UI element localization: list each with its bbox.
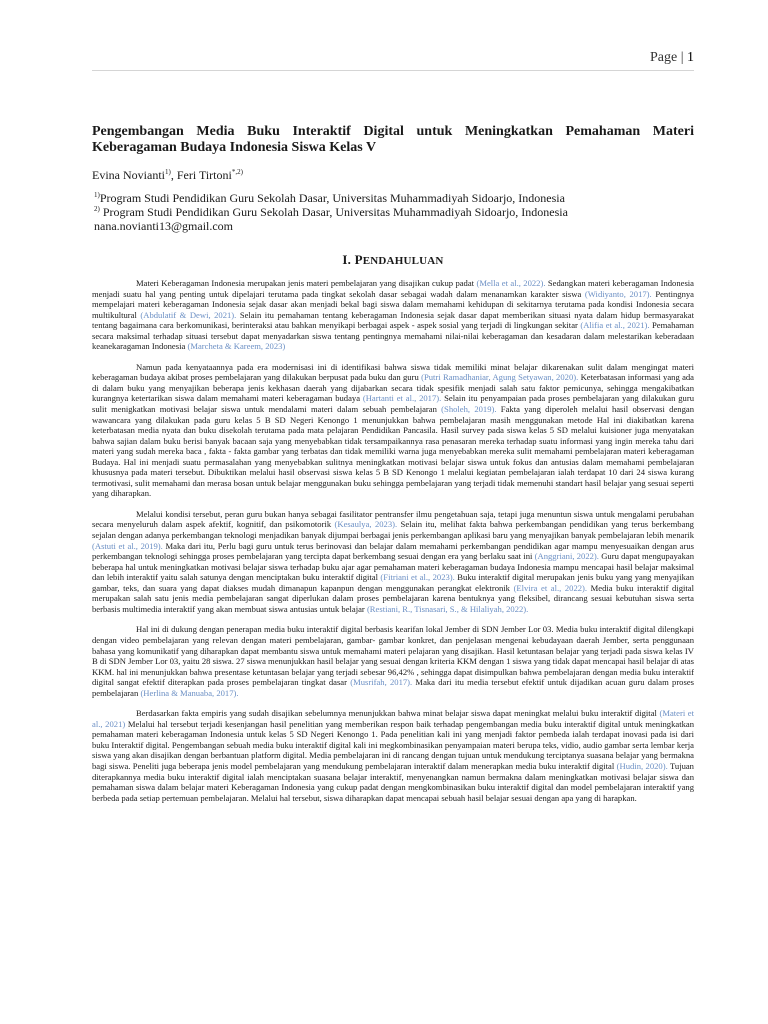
citation: (Herlina & Manuaba, 2017). bbox=[140, 687, 239, 698]
section-number: I. bbox=[342, 252, 352, 267]
header-divider bbox=[92, 70, 694, 71]
page-number: 1 bbox=[687, 50, 694, 65]
paragraph-text: Guru dapat mengupayakan beberapa hal untuk meningkatkan motivasi belajar siswa terhadap buku ajar agar pemahaman materi keberagaman budaya Indonesia mampu mencapai hasil belajar maksimal dan lebih interaktif yaitu salah satunya dengan menciptakan buku interaktif digital bbox=[92, 551, 694, 583]
paragraph-text: Selain itu, melihat fakta bahwa perkembangan pendidikan yang terus berkembang sejalan dengan adanya perkembangan teknologi menjadikan banyak dijumpai berbagai jenis perkembangan aplikasi baru yang menyajikan banyak pembelajaran lebih menarik bbox=[92, 519, 694, 541]
paragraph-text: Maka dari itu, Perlu bagi guru untuk terus berinovasi dan belajar dalam memahami perkembangan pendidikan agar mampu menyesuaikan dengan arus perkembangan teknologi sehingga proses pembelajaran yang tercipta dapat berkembang sesuai dengan era yang berlaku saat ini bbox=[92, 540, 694, 562]
citation: (Sholeh, 2019). bbox=[441, 404, 497, 415]
citation: (Hudin, 2020). bbox=[616, 760, 668, 771]
introduction-text bbox=[92, 278, 694, 803]
body-paragraph bbox=[92, 708, 694, 803]
citation: (Abdulatif & Dewi, 2021). bbox=[140, 309, 237, 320]
citation: (Marcheta & Kareem, 2023) bbox=[187, 341, 286, 352]
paragraph-text: Sedangkan materi keberagaman Indonesia menjadi suatu hal yang penting untuk dipelajari terutama pada tingkat sekolah dasar sebagai wadah dalam menanamkan karakter siswa bbox=[92, 278, 694, 299]
citation: (Materi et al., 2021) bbox=[92, 708, 695, 729]
article-body bbox=[92, 124, 694, 813]
citation: (Restiani, R., Tisnasari, S., & Hilaliyah, 2022). bbox=[366, 603, 529, 614]
body-paragraph bbox=[92, 278, 694, 352]
author-email: nana.novianti13@gmail.com bbox=[94, 219, 234, 233]
body-paragraph bbox=[92, 362, 694, 499]
affiliations bbox=[92, 191, 694, 233]
citation: (Elvira et al., 2022). bbox=[513, 582, 588, 593]
paragraph-text: Melalui kondisi tersebut, peran guru bukan hanya sebagai fasilitator pentransfer ilmu pengetahuan saja, tetapi juga menuntun siswa untuk mengalami perubahan secara menyeluruh dalam aspek afektif, kognitif, dan psikomotorik bbox=[92, 508, 694, 530]
body-paragraph bbox=[92, 624, 694, 698]
paper-title: Pengembangan Media Buku Interaktif Digital untuk Meningkatkan Pemahaman Materi Keberagaman Budaya Indonesia Siswa Kelas V bbox=[92, 124, 694, 155]
paragraph-text: Media buku interaktif digital merupakan salah satu jenis media pembelajaran sangat diperlukan dalam proses pembelajaran karena bentuknya yang fleksibel, dirancang sesuai kebutuhan siswa serta berbasis multimedia interaktif yang akan membuat siswa antusias untuk belajar bbox=[92, 582, 694, 614]
affiliation-1-marker: 1) bbox=[94, 191, 100, 199]
paragraph-text: Materi Keberagaman Indonesia merupakan jenis materi pembelajaran yang disajikan cukup padat bbox=[136, 278, 477, 288]
paragraph-text: Keterbatasan informasi yang ada di dalam buku yang menyajikan beberapa jenis kekhasan daerah yang dijabarkan secara tidak spesifik menjadi salah satu faktor pemicunya, sehingga mengakibatkan kurangnya ketertarikan siswa dalam memahami materi keberagaman budaya bbox=[92, 372, 694, 404]
page-label: Page bbox=[649, 50, 678, 65]
affiliation-2-text: Program Studi Pendidikan Guru Sekolah Dasar, Universitas Muhammadiyah Sidoarjo, Indonesia bbox=[99, 205, 568, 219]
paragraph-text: Pemahaman secara maksimal terhadap situasi tersebut dapat menyadarkan siswa tentang pentingnya memahami nilai-nilai keberagaman dan kesadaran dalam melestarikan keberadaan keanekaragaman Indonesia bbox=[92, 320, 694, 352]
paragraph-text: Fakta yang diperoleh melalui hasil observasi dengan wawancara yang dilakukan pada guru kelas 5 B SD Negeri Kenongo 1 menunjukkan bahwa pembelajaran masih menggunakan metode Hal ini diakibatkan karena keterbatasan media nyata dan buku disekolah terutama pada mata pelajaran Pendidikan Pancasila. Hasil survey pada siswa kelas 5 SD melalui kuisioner juga menyatakan bahwa sajian dalam buku berisi banyak bacaan saja yang menyebabkan tidak tersampaikannya rasa penasaran mereka terhadap suatu informasi yang ingin mereka tahu dari materi yang sudah mereka baca , fakta - fakta gambar yang terbatas dan tidak memiliki warna juga menyebabkan mereka sulit memahami pembelajaran materi keberagaman Budaya. Hal ini menjadi suatu permasalahan yang menyebabkan sulitnya meningkatkan motivasi belajar siswa untuk fokus dan antusias dalam memahami pembelajaran khususnya pada materi tersebut. Dibuktikan melalui hasil observasi siswa kelas 5 B SD Kenongo 1 melalui kegiatan pembelajaran ialah terdapat 10 dari 24 siswa kurang termotivasi, sulit memahami dan merasa bosan untuk belajar menggunakan buku sehingga pembelajaran yang terjadi tidak memenuhi standart hasil belajar yang sesuai seperti yang diharapkan. bbox=[92, 404, 694, 499]
affiliation-1 bbox=[92, 191, 694, 205]
author-separator: , bbox=[170, 168, 177, 182]
citation: (Anggriani, 2022). bbox=[534, 551, 599, 562]
citation: (Widiyanto, 2017). bbox=[584, 288, 652, 299]
section-title-rest: ENDAHULUAN bbox=[362, 255, 444, 267]
paragraph-text: Selain itu pemahaman tentang keberagaman Indonesia sejak dasar dapat memberikan situasi nyata dalam hidup bermasyarakat tentang bagaimana cara berkomunikasi, berinteraksi atau bahkan menyikapi berbagai aspek - aspek sosial yang terjadi di lingkungan sekitar bbox=[92, 309, 694, 331]
author-2-marker: *,2) bbox=[231, 168, 243, 176]
paragraph-text: Tujuan diterapkannya media buku interaktif digital ialah menciptakan suasana belajar interaktif, menyenangkan namun bermakna dalam meningkatkan motivasi belajar siswa dan pemahaman siswa dalam belajar materi Keberagaman Indonesia yang cukup padat dengan mengkombinasikan buku interaktif digital dan model pembelajaran interaktif yang berbeda pada setiap pertemuan pembelajaran. Melalui hal tersebut, siswa diharapkan dapat mencapai sebuah hasil belajar sesuai dengan apa yang di harapkan. bbox=[92, 760, 694, 803]
page-separator: | bbox=[680, 50, 684, 65]
author-1-name: Evina Novianti bbox=[92, 168, 165, 182]
section-first-letter: P bbox=[354, 252, 363, 267]
author-line bbox=[92, 168, 694, 182]
citation: (Fitriani et al., 2023). bbox=[380, 572, 455, 583]
citation: (Mella et al., 2022). bbox=[476, 278, 546, 288]
citation: (Putri Ramadhaniar, Agung Setyawan, 2020). bbox=[421, 372, 579, 383]
paragraph-text: Selain itu penyampaian pada proses pembelajaran yang dilakukan guru sulit menigkatkan motivasi belajar siswa untuk mendalami materi dalam sebuah pembelajaran bbox=[92, 393, 695, 415]
section-heading bbox=[92, 252, 694, 268]
paragraph-text: Melalui hal tersebut terjadi kesenjangan hasil penelitian yang memberikan respon baik terhadap pengembangan media buku interaktif digital untuk meningkatkan pemahaman materi keberagaman Indonesia untuk kelas 5 SD Negeri Kenongo 1. Pada penelitian kali ini yang menjadi faktor pembeda ialah terdapat inovasi pada isi dari buku Interaktif digital. Pengembangan sebuah media buku interaktif digital kali ini megkombinasikan penyampaian materi berupa teks, vidio, audio gambar serta lembar kerja siswa yang akan disajikan dengan berbantuan platform digital. Media pembelajaran ini di rancang dengan tujuan untuk mendukung terciptanya suasana belajar yang bermakna bagi siswa. Peneliti juga beberapa jenis model pembelajaran yang mendukung pembelajaran interaktif dalam menerapkan media buku interaktif digital bbox=[92, 718, 694, 771]
citation: (Musrifah, 2017). bbox=[350, 677, 413, 688]
page-header bbox=[92, 50, 694, 66]
affiliation-2 bbox=[92, 205, 694, 219]
paragraph-text: Hal ini di dukung dengan penerapan media buku interaktif digital berbasis kearifan lokal Jember di SDN Jember Lor 03. Media buku interaktif digital dilengkapi dengan video pembelajaran yang relevan dengan materi pembelajaran, gambar- gambar konkret, dan penjelasan mengenai kebudayaan daerah Jember, serta penggunaan bahasa yang komunikatif yang diharapkan dapat membantu siswa untuk memahami materi pelajaran yang disajikan. Hasil ketuntasan belajar yang terjadi pada siswa kelas IV B di SDN Jember Lor 03, yaitu 28 siswa. 27 siswa menunjukkan hasil belajar yang sesuai dengan kriteria KKM dengan 1 siswa yang tidak dapat mencapai hasil belajar di atas KKM. hal ini menunjukkan bahwa presentase ketuntasan belajar yang terjadi sebesar 96,42% , sehingga dapat disimpulkan bahwa pembelajaran dengan media buku interaktif digital sangat efektif diterapkan pada proses pembelajaran tingkat dasar bbox=[92, 624, 694, 688]
author-1-marker: 1) bbox=[164, 168, 171, 176]
affiliation-2-marker: 2) bbox=[94, 205, 100, 213]
paragraph-text: Maka dari itu media tersebut efektif untuk dijadikan acuan guru dalam proses pembelajaran bbox=[92, 677, 694, 698]
citation: (Kesaulya, 2023). bbox=[334, 519, 398, 530]
paragraph-text: Berdasarkan fakta empiris yang sudah disajikan sebelumnya menunjukkan bahwa minat belajar siswa dapat meningkat melalui buku interaktif digital bbox=[136, 708, 660, 719]
paragraph-text: Pentingnya mempelajari materi keberagaman Indonesia sejak dasar akan menjadi bekal bagi siswa dalam memahami kehidupan di sekitarnya terutama pada kondisi Indonesia secara multikultural bbox=[92, 288, 694, 320]
author-2-name: Feri Tirtoni bbox=[176, 168, 232, 182]
citation: (Hartanti et al., 2017). bbox=[362, 393, 442, 404]
paragraph-text: Buku interaktif digital merupakan jenis buku yang yang menyajikan gambar, teks, dan suara yang dapat diakses mudah dimanapun kapanpun dengan menggunakan perangkat elektronik bbox=[92, 572, 694, 593]
paragraph-text: Namun pada kenyataannya pada era modernisasi ini di identifikasi bahwa siswa tidak memiliki minat belajar dikarenakan sulit dalam mengingat materi keberagaman budaya akibat proses pembelajaran yang dilakukan berpusat pada buku dan guru bbox=[92, 361, 694, 383]
citation: (Astuti et al., 2019). bbox=[92, 540, 163, 551]
body-paragraph bbox=[92, 509, 694, 614]
citation: (Alifia et al., 2021). bbox=[580, 320, 650, 331]
affiliation-1-text: Program Studi Pendidikan Guru Sekolah Dasar, Universitas Muhammadiyah Sidoarjo, Indonesia bbox=[99, 191, 565, 205]
